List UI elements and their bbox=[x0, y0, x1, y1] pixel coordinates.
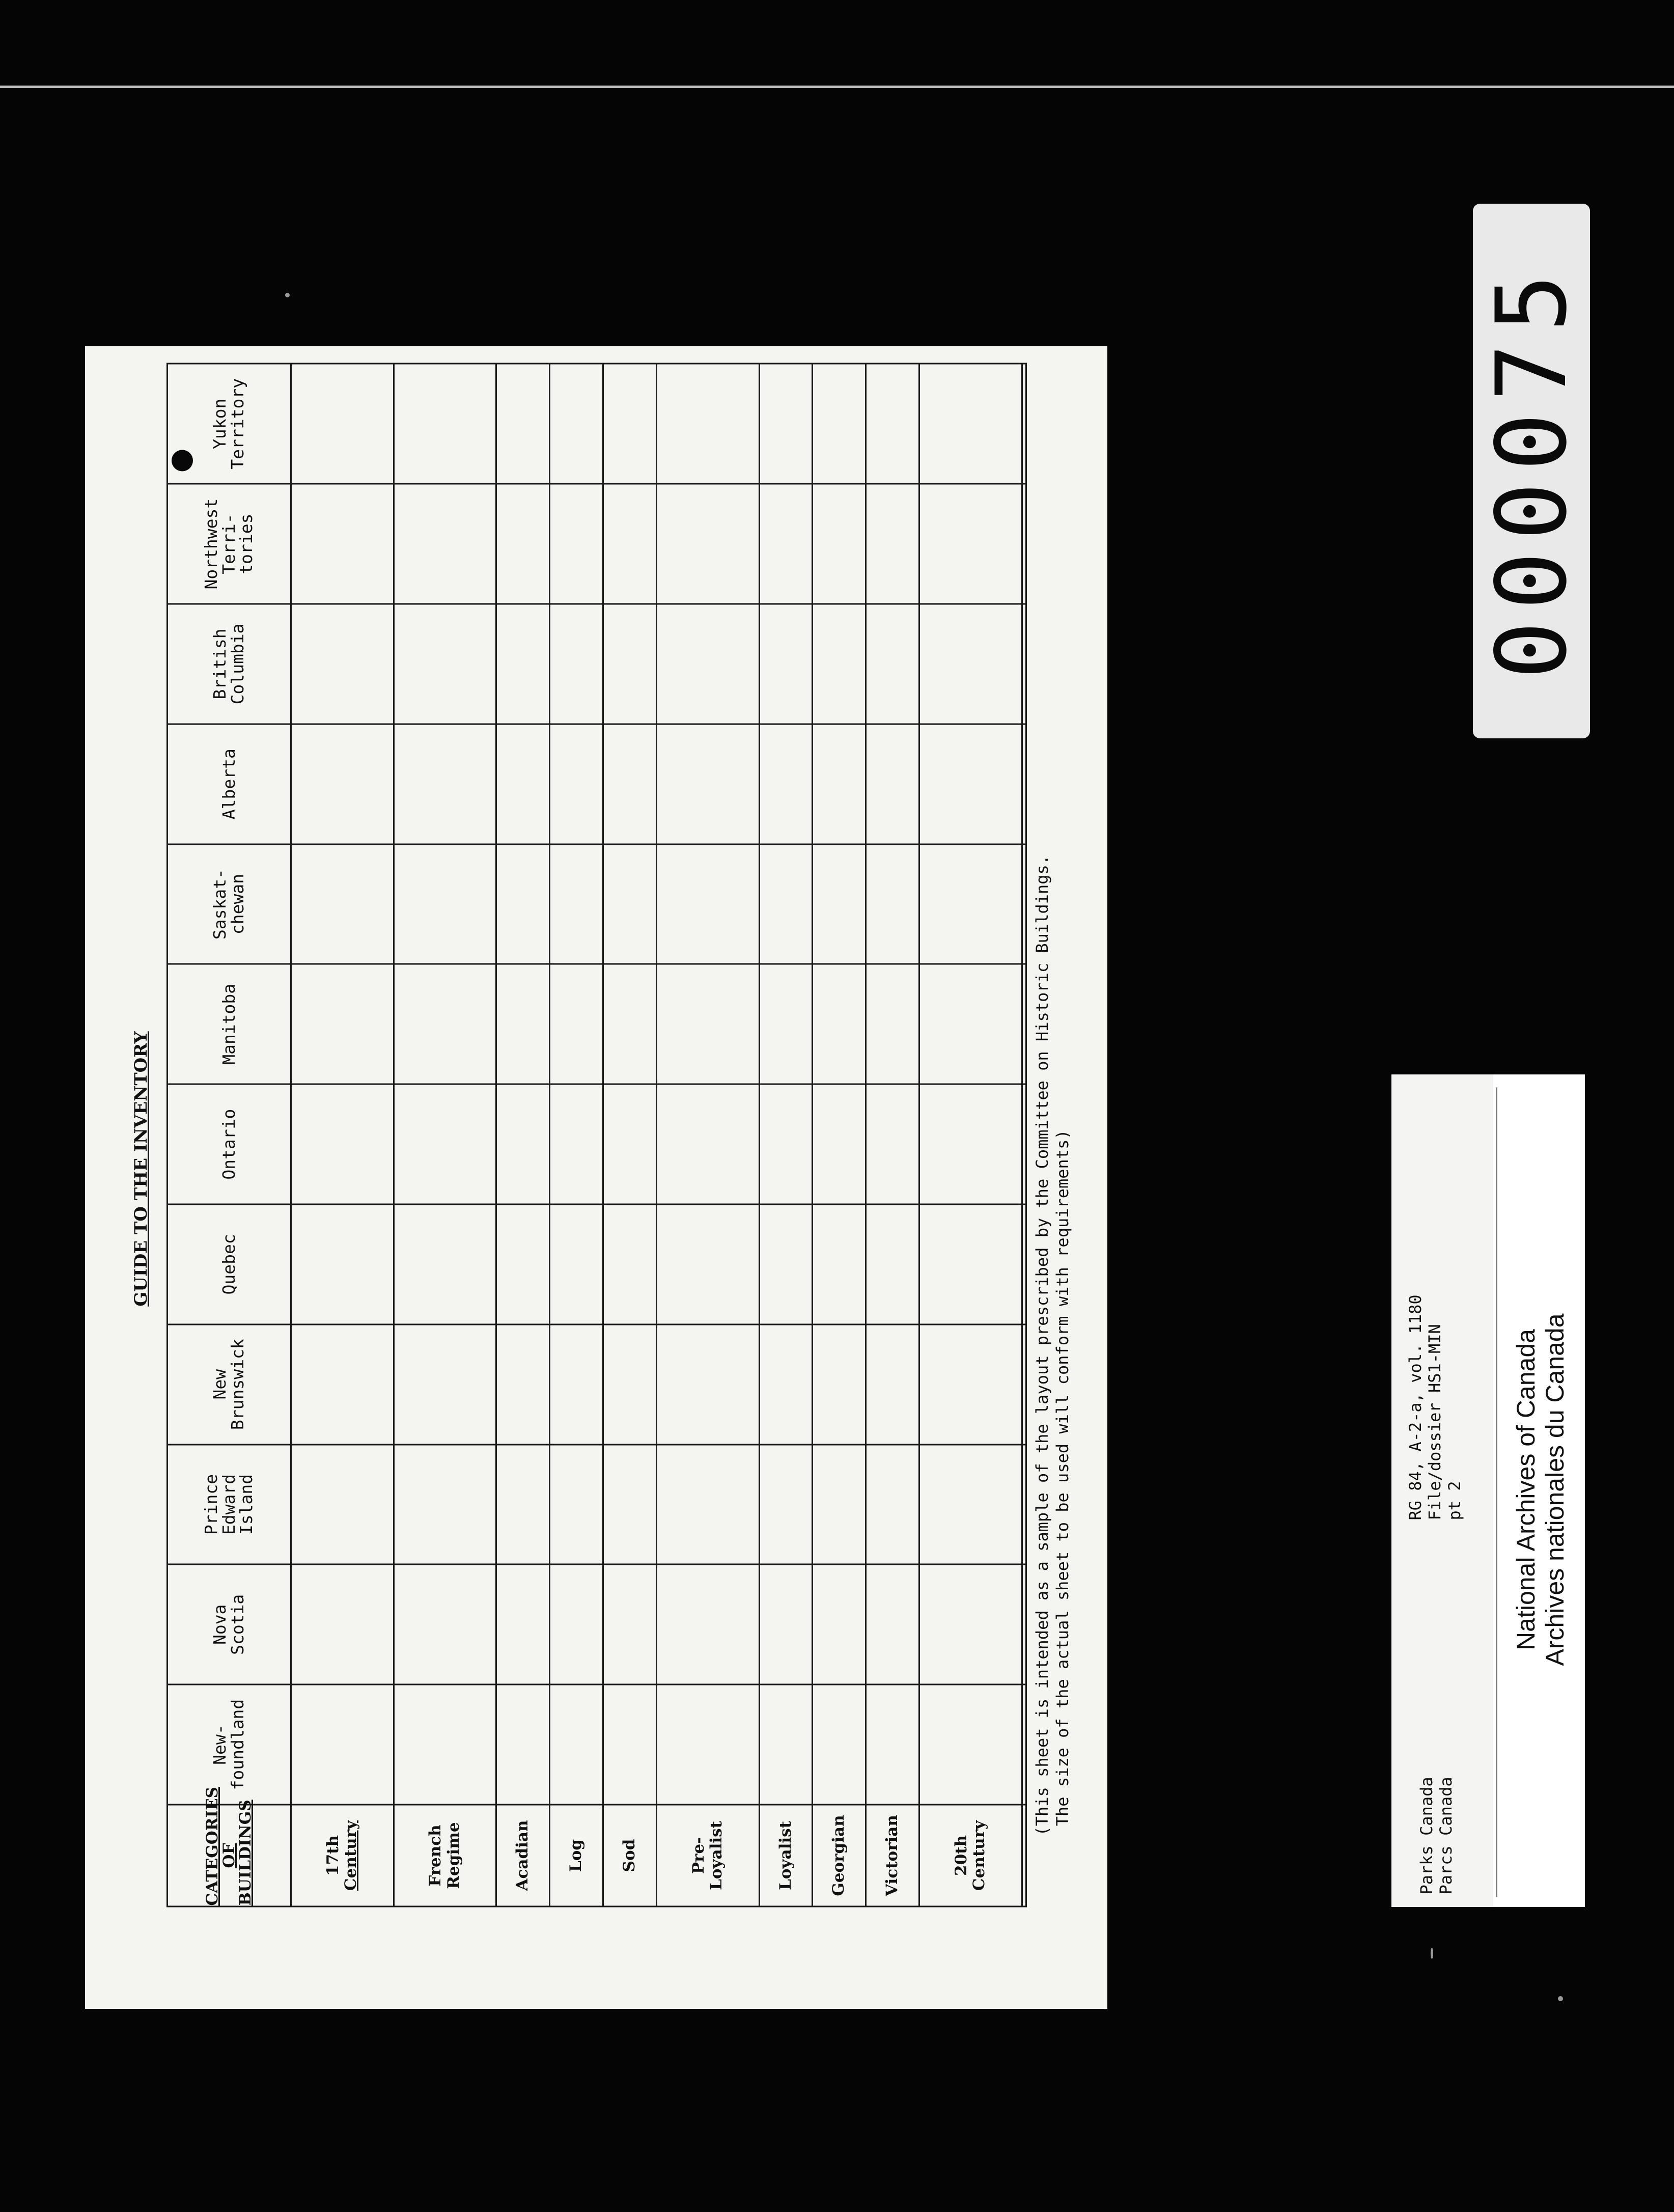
entry-cell bbox=[919, 1564, 1022, 1684]
entry-cell bbox=[813, 604, 866, 724]
entry-cell bbox=[1022, 724, 1026, 844]
column-header bbox=[168, 844, 291, 964]
category-label bbox=[1022, 1805, 1026, 1906]
column-header-line: Manitoba bbox=[218, 983, 239, 1065]
entry-cell bbox=[291, 604, 394, 724]
column-header bbox=[168, 724, 291, 844]
category-row bbox=[759, 364, 813, 1906]
category-label-line: 20th bbox=[952, 1835, 970, 1876]
entry-cell bbox=[291, 724, 394, 844]
entry-cell bbox=[550, 1204, 603, 1324]
category-label-line: Regime bbox=[444, 1821, 463, 1889]
entry-cell bbox=[291, 1084, 394, 1204]
entry-cell bbox=[603, 604, 657, 724]
entry-cell bbox=[496, 484, 550, 604]
column-header-line: Prince bbox=[201, 1474, 221, 1535]
category-label bbox=[919, 1805, 1022, 1906]
entry-cell bbox=[550, 604, 603, 724]
entry-cell bbox=[291, 1564, 394, 1684]
category-row bbox=[1022, 364, 1026, 1906]
column-header bbox=[168, 1084, 291, 1204]
column-header-line: Territory bbox=[228, 378, 247, 469]
form-title: GUIDE TO THE INVENTORY bbox=[131, 1031, 151, 1307]
footnote bbox=[1032, 359, 1073, 1836]
entry-cell bbox=[813, 844, 866, 964]
entry-cell bbox=[550, 964, 603, 1084]
entry-cell bbox=[866, 1444, 919, 1564]
institution-name bbox=[1508, 1092, 1574, 1887]
entry-cell bbox=[603, 1444, 657, 1564]
category-row bbox=[813, 364, 866, 1906]
category-label-line: Pre- bbox=[689, 1837, 708, 1874]
entry-cell bbox=[813, 484, 866, 604]
entry-cell bbox=[603, 1684, 657, 1805]
category-row bbox=[656, 364, 759, 1906]
entry-cell bbox=[496, 724, 550, 844]
entry-cell bbox=[394, 1324, 496, 1444]
entry-cell bbox=[550, 1324, 603, 1444]
entry-cell bbox=[1022, 364, 1026, 484]
entry-cell bbox=[394, 604, 496, 724]
header-row bbox=[168, 364, 291, 1906]
frame-counter-label bbox=[1473, 204, 1590, 738]
category-label-line: Loyalist bbox=[776, 1820, 795, 1890]
entry-cell bbox=[759, 1564, 813, 1684]
entry-cell bbox=[866, 1204, 919, 1324]
column-header bbox=[168, 1444, 291, 1564]
column-header-line: Nova bbox=[210, 1604, 230, 1645]
dust-speck bbox=[285, 293, 290, 297]
entry-cell bbox=[759, 364, 813, 484]
entry-cell bbox=[603, 1324, 657, 1444]
column-header-line: Edward bbox=[218, 1474, 239, 1535]
entry-cell bbox=[813, 1084, 866, 1204]
category-row bbox=[550, 364, 603, 1906]
entry-cell bbox=[496, 1084, 550, 1204]
entry-cell bbox=[656, 1684, 759, 1805]
dust-speck bbox=[1558, 1996, 1563, 2001]
column-header bbox=[168, 484, 291, 604]
entry-cell bbox=[496, 1684, 550, 1805]
entry-cell bbox=[394, 484, 496, 604]
header-line: OF BUILDINGS bbox=[219, 1799, 255, 1905]
entry-cell bbox=[919, 604, 1022, 724]
category-label-line: Century bbox=[342, 1820, 360, 1891]
entry-cell bbox=[656, 1084, 759, 1204]
footnote-line-1: (This sheet is intended as a sample of the layout prescribed by the Committee on Historic Buildings. bbox=[1033, 854, 1052, 1836]
entry-cell bbox=[550, 724, 603, 844]
entry-cell bbox=[813, 1324, 866, 1444]
category-row bbox=[291, 364, 394, 1906]
entry-cell bbox=[759, 724, 813, 844]
entry-cell bbox=[394, 1684, 496, 1805]
entry-cell bbox=[291, 964, 394, 1084]
inventory-sheet-content bbox=[85, 346, 1107, 2009]
column-header-line: chewan bbox=[228, 873, 247, 934]
entry-cell bbox=[656, 364, 759, 484]
entry-cell bbox=[813, 1684, 866, 1805]
column-header-line: Scotia bbox=[228, 1594, 247, 1655]
dust-speck bbox=[1431, 1948, 1433, 1959]
entry-cell bbox=[496, 1324, 550, 1444]
frame-counter: 000075 bbox=[1475, 262, 1588, 680]
ref-line-1: RG 84, A-2-a, vol. 1180 bbox=[1406, 1294, 1425, 1520]
label-divider bbox=[1496, 1087, 1497, 1897]
entry-cell bbox=[866, 964, 919, 1084]
category-label bbox=[759, 1805, 813, 1906]
entry-cell bbox=[656, 844, 759, 964]
column-header-line: New bbox=[210, 1369, 230, 1400]
entry-cell bbox=[813, 1564, 866, 1684]
entry-cell bbox=[291, 844, 394, 964]
column-header-line: Ontario bbox=[218, 1109, 239, 1180]
entry-cell bbox=[394, 1204, 496, 1324]
entry-cell bbox=[919, 484, 1022, 604]
entry-cell bbox=[866, 1084, 919, 1204]
entry-cell bbox=[291, 484, 394, 604]
entry-cell bbox=[656, 1444, 759, 1564]
column-header-line: Saskat- bbox=[210, 868, 230, 939]
category-label-line: Log bbox=[567, 1839, 585, 1872]
entry-cell bbox=[656, 604, 759, 724]
entry-cell bbox=[759, 844, 813, 964]
entry-cell bbox=[656, 1204, 759, 1324]
entry-cell bbox=[866, 1324, 919, 1444]
entry-cell bbox=[394, 1564, 496, 1684]
entry-cell bbox=[394, 1444, 496, 1564]
column-header bbox=[168, 1684, 291, 1805]
entry-cell bbox=[1022, 1564, 1026, 1684]
column-header bbox=[168, 964, 291, 1084]
entry-cell bbox=[759, 964, 813, 1084]
entry-cell bbox=[291, 1684, 394, 1805]
column-header bbox=[168, 364, 291, 484]
archive-label-content bbox=[1391, 1074, 1585, 1907]
entry-cell bbox=[656, 724, 759, 844]
category-label-line: Century bbox=[970, 1820, 989, 1891]
category-label bbox=[496, 1805, 550, 1906]
ref-line-2: File/dossier HS1-MIN bbox=[1425, 1323, 1445, 1520]
entry-cell bbox=[550, 364, 603, 484]
inventory-grid bbox=[166, 363, 1027, 1907]
category-row bbox=[603, 364, 657, 1906]
entry-cell bbox=[550, 844, 603, 964]
category-row bbox=[919, 364, 1022, 1906]
grid-body bbox=[291, 364, 1026, 1906]
entry-cell bbox=[919, 964, 1022, 1084]
entry-cell bbox=[603, 1204, 657, 1324]
column-header-line: British bbox=[210, 628, 230, 699]
entry-cell bbox=[1022, 1204, 1026, 1324]
entry-cell bbox=[1022, 844, 1026, 964]
entry-cell bbox=[919, 1084, 1022, 1204]
column-header-line: Alberta bbox=[218, 748, 239, 819]
inventory-sheet bbox=[85, 346, 1107, 2009]
record-group-reference bbox=[1406, 1294, 1464, 1520]
category-label bbox=[656, 1805, 759, 1906]
entry-cell bbox=[1022, 1444, 1026, 1564]
category-label-line: Acadian bbox=[513, 1819, 532, 1891]
entry-cell bbox=[550, 1684, 603, 1805]
entry-cell bbox=[759, 604, 813, 724]
entry-cell bbox=[656, 964, 759, 1084]
entry-cell bbox=[866, 1564, 919, 1684]
parks-en: Parks Canada bbox=[1417, 1776, 1436, 1894]
entry-cell bbox=[603, 1084, 657, 1204]
entry-cell bbox=[291, 364, 394, 484]
category-label bbox=[550, 1805, 603, 1906]
entry-cell bbox=[919, 1324, 1022, 1444]
entry-cell bbox=[550, 1444, 603, 1564]
entry-cell bbox=[291, 1204, 394, 1324]
entry-cell bbox=[919, 364, 1022, 484]
institution-en: National Archives of Canada bbox=[1511, 1329, 1540, 1650]
entry-cell bbox=[759, 1324, 813, 1444]
entry-cell bbox=[813, 1204, 866, 1324]
column-header-line: tories bbox=[236, 513, 257, 574]
entry-cell bbox=[759, 484, 813, 604]
category-label-line: Loyalist bbox=[707, 1820, 726, 1890]
category-label bbox=[813, 1805, 866, 1906]
column-header-line: Terri- bbox=[218, 513, 239, 574]
entry-cell bbox=[866, 1684, 919, 1805]
entry-cell bbox=[866, 364, 919, 484]
column-header-line: Columbia bbox=[228, 623, 247, 704]
entry-cell bbox=[919, 1444, 1022, 1564]
entry-cell bbox=[919, 844, 1022, 964]
category-label-line: 17th bbox=[323, 1835, 342, 1876]
institution-fr: Archives nationales du Canada bbox=[1541, 1313, 1569, 1666]
entry-cell bbox=[813, 1444, 866, 1564]
entry-cell bbox=[759, 1204, 813, 1324]
entry-cell bbox=[919, 1204, 1022, 1324]
film-edge-line bbox=[0, 86, 1674, 88]
entry-cell bbox=[496, 1204, 550, 1324]
category-label bbox=[291, 1805, 394, 1906]
entry-cell bbox=[550, 1084, 603, 1204]
entry-cell bbox=[291, 1324, 394, 1444]
column-header bbox=[168, 1204, 291, 1324]
column-header bbox=[168, 604, 291, 724]
entry-cell bbox=[813, 364, 866, 484]
categories-header bbox=[168, 1786, 291, 1906]
entry-cell bbox=[394, 364, 496, 484]
parks-canada-text bbox=[1417, 1777, 1456, 1894]
entry-cell bbox=[866, 604, 919, 724]
entry-cell bbox=[603, 844, 657, 964]
column-header bbox=[168, 1564, 291, 1684]
entry-cell bbox=[603, 724, 657, 844]
category-label bbox=[866, 1805, 919, 1906]
entry-cell bbox=[759, 1084, 813, 1204]
entry-cell bbox=[919, 1684, 1022, 1805]
entry-cell bbox=[496, 964, 550, 1084]
entry-cell bbox=[1022, 964, 1026, 1084]
entry-cell bbox=[866, 484, 919, 604]
entry-cell bbox=[550, 1564, 603, 1684]
entry-cell bbox=[550, 484, 603, 604]
entry-cell bbox=[866, 724, 919, 844]
column-header-line: Quebec bbox=[218, 1233, 239, 1295]
entry-cell bbox=[919, 724, 1022, 844]
entry-cell bbox=[1022, 1324, 1026, 1444]
entry-cell bbox=[866, 844, 919, 964]
entry-cell bbox=[813, 724, 866, 844]
category-label-line: French bbox=[426, 1824, 445, 1887]
entry-cell bbox=[603, 364, 657, 484]
entry-cell bbox=[656, 1564, 759, 1684]
column-header bbox=[168, 1324, 291, 1444]
entry-cell bbox=[1022, 484, 1026, 604]
parks-fr: Parcs Canada bbox=[1436, 1776, 1456, 1894]
column-header-line: Island bbox=[236, 1474, 257, 1535]
entry-cell bbox=[394, 1084, 496, 1204]
entry-cell bbox=[496, 364, 550, 484]
category-label-line: Georgian bbox=[829, 1814, 848, 1896]
entry-cell bbox=[759, 1444, 813, 1564]
entry-cell bbox=[603, 1564, 657, 1684]
entry-cell bbox=[813, 964, 866, 1084]
entry-cell bbox=[394, 724, 496, 844]
entry-cell bbox=[759, 1684, 813, 1805]
entry-cell bbox=[496, 1444, 550, 1564]
header-line: CATEGORIES bbox=[203, 1786, 222, 1905]
column-header-line: New- bbox=[210, 1724, 230, 1765]
category-row bbox=[496, 364, 550, 1906]
category-row bbox=[394, 364, 496, 1906]
entry-cell bbox=[1022, 1084, 1026, 1204]
entry-cell bbox=[656, 1324, 759, 1444]
entry-cell bbox=[291, 1444, 394, 1564]
entry-cell bbox=[496, 604, 550, 724]
entry-cell bbox=[496, 844, 550, 964]
entry-cell bbox=[603, 484, 657, 604]
column-header-line: Brunswick bbox=[228, 1338, 247, 1430]
archive-label bbox=[1391, 1074, 1585, 1907]
ref-line-3: pt 2 bbox=[1444, 1480, 1464, 1520]
category-row bbox=[866, 364, 919, 1906]
column-header-line: Yukon bbox=[210, 398, 230, 449]
footnote-line-2: The size of the actual sheet to be used will conform with requirements) bbox=[1053, 1129, 1072, 1836]
category-label-line: Victorian bbox=[883, 1814, 902, 1896]
entry-cell bbox=[394, 844, 496, 964]
column-header-line: foundland bbox=[228, 1699, 247, 1790]
category-label-line: Sod bbox=[620, 1839, 639, 1872]
column-header-line: Northwest bbox=[201, 498, 221, 590]
entry-cell bbox=[656, 484, 759, 604]
entry-cell bbox=[394, 964, 496, 1084]
category-label bbox=[603, 1805, 657, 1906]
entry-cell bbox=[1022, 604, 1026, 724]
entry-cell bbox=[603, 964, 657, 1084]
entry-cell bbox=[496, 1564, 550, 1684]
entry-cell bbox=[1022, 1684, 1026, 1805]
category-label bbox=[394, 1805, 496, 1906]
